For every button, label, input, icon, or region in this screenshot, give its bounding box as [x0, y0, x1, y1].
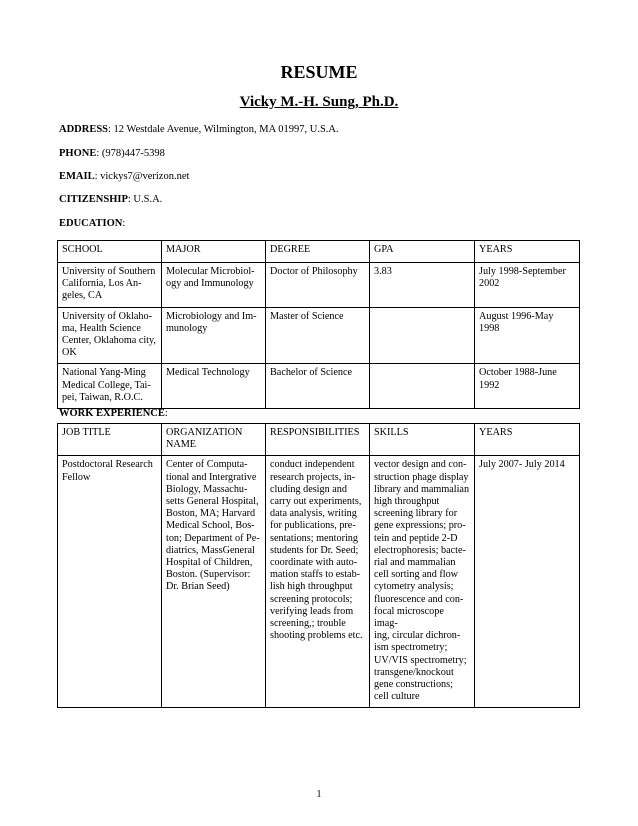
phone-label: PHONE [59, 148, 97, 159]
address-label: ADDRESS [59, 124, 109, 135]
education-header-cell: SCHOOL [58, 241, 162, 263]
work-header-cell: ORGANIZATION NAME [162, 424, 266, 456]
table-cell: Bachelor of Science [266, 364, 370, 409]
education-header-cell: MAJOR [162, 241, 266, 263]
table-cell: Doctor of Philosophy [266, 263, 370, 308]
table-cell: National Yang-Ming Medical College, Tai- pei, Taiwan, R.O.C. [58, 364, 162, 409]
table-cell: Master of Science [266, 307, 370, 364]
table-cell: Postdoctoral Research Fellow [58, 456, 162, 708]
table-cell [370, 364, 475, 409]
table-cell: University of Southern California, Los An- geles, CA [58, 263, 162, 308]
table-cell: July 2007- July 2014 [475, 456, 580, 708]
work-header-cell: JOB TITLE [58, 424, 162, 456]
email-value: : vickys7@verizon.net [94, 171, 190, 182]
education-header-cell: GPA [370, 241, 475, 263]
citizenship-label: CITIZENSHIP [59, 194, 128, 205]
phone-value: : (978)447-5398 [96, 148, 165, 159]
education-header-cell: YEARS [475, 241, 580, 263]
resume-title: RESUME [280, 62, 358, 82]
table-cell: vector design and con- struction phage display library and mammalian high throughput screening library for gene expressions; pro- tein and peptide 2-D electrophoresis; bacte- rial and mammalian cell sorting and flow cytometry analysis; fluorescence and con- focal microscope imag- ing, circular dichron- ism spectrometry; UV/VIS spectrometry; transgene/knockout gene constructions; cell culture [370, 456, 475, 708]
address-value: : 12 Westdale Avenue, Wilmington, MA 01997, U.S.A. [108, 124, 339, 135]
work-header-cell: RESPONSIBILITIES [266, 424, 370, 456]
table-cell: October 1988-June 1992 [475, 364, 580, 409]
work-heading-suffix: : [164, 408, 168, 419]
phone-line [59, 148, 165, 159]
table-cell: conduct independent research projects, in- cluding design and carry out experiments, data analysis, writing for publications, pre- sentations; mentoring students for Dr. Seed; coordinate with auto- mation staffs to estab- lish high throughput screening protocols; verifying leads from screening,; trouble shooting problems etc. [266, 456, 370, 708]
work-experience-table [57, 423, 580, 708]
email-line [59, 171, 189, 182]
education-header-cell: DEGREE [266, 241, 370, 263]
table-cell: Center of Computa- tional and Intergrative Biology, Massachu- setts General Hospital, Boston, MA; Harvard Medical School, Bos- ton; Department of Pe- diatrics, MassGeneral Hospital of Children, Boston. (Supervisor: Dr. Brian Seed) [162, 456, 266, 708]
education-heading-label: EDUCATION [59, 218, 123, 229]
table-cell: Medical Technology [162, 364, 266, 409]
table-cell: July 1998-September 2002 [475, 263, 580, 308]
education-table [57, 240, 580, 409]
email-label: EMAIL [59, 171, 95, 182]
table-cell: Microbiology and Im- munology [162, 307, 266, 364]
work-header-cell: SKILLS [370, 424, 475, 456]
candidate-name: Vicky M.-H. Sung, Ph.D. [239, 94, 399, 110]
work-heading-label: WORK EXPERIENCE [59, 408, 165, 419]
work-header-row [58, 424, 580, 456]
table-cell [370, 307, 475, 364]
table-row [58, 263, 580, 308]
page-number: 1 [316, 789, 322, 800]
citizenship-value: : U.S.A. [127, 194, 163, 205]
education-heading [59, 218, 125, 229]
table-cell: Molecular Microbiol- ogy and Immunology [162, 263, 266, 308]
table-row [58, 456, 580, 708]
citizenship-line [59, 194, 162, 205]
work-heading [59, 408, 168, 419]
work-header-cell: YEARS [475, 424, 580, 456]
table-row [58, 307, 580, 364]
education-header-row [58, 241, 580, 263]
address-line [59, 124, 339, 135]
education-heading-suffix: : [122, 218, 126, 229]
table-row [58, 364, 580, 409]
table-cell: 3.83 [370, 263, 475, 308]
table-cell: August 1996-May 1998 [475, 307, 580, 364]
table-cell: University of Oklaho- ma, Health Science Center, Oklahoma city, OK [58, 307, 162, 364]
